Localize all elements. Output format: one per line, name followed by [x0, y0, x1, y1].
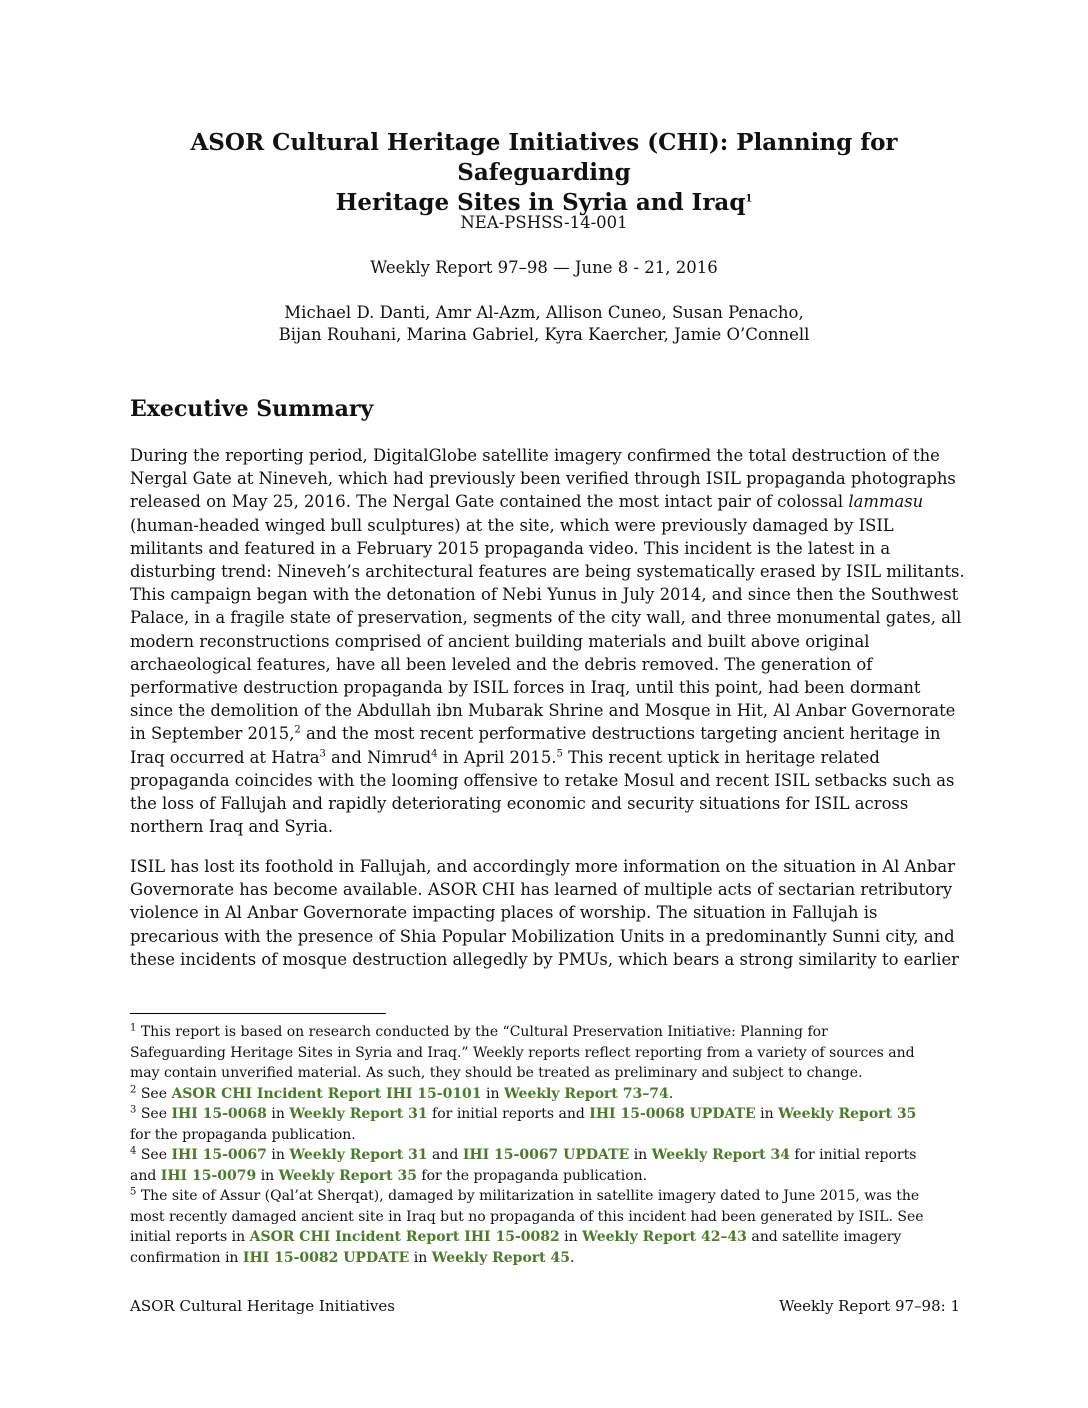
- incident-update-link[interactable]: IHI 15-0082 UPDATE: [242, 1249, 410, 1266]
- text-segment: in April 2015.: [437, 747, 557, 767]
- text-segment: and: [130, 1167, 161, 1184]
- incident-report-link[interactable]: ASOR CHI Incident Report IHI 15-0082: [249, 1229, 560, 1245]
- incident-link[interactable]: IHI 15-0068: [171, 1106, 267, 1122]
- text-segment: released on May 25, 2016. The Nergal Gate contained the most intact pair of colossal: [130, 492, 844, 512]
- footnote-5: [130, 1186, 960, 1207]
- title-line-2-text: Heritage Sites in Syria and Iraq: [335, 189, 746, 216]
- summary-paragraph-1: [130, 444, 965, 838]
- text-line: since the demolition of the Abdullah ibn Mubarak Shrine and Mosque in Hit, Al Anbar Governorate: [130, 701, 956, 721]
- text-line: [130, 722, 960, 745]
- document-title: [130, 128, 958, 218]
- text-segment: in September 2015,: [130, 724, 295, 744]
- text-segment: in: [755, 1106, 779, 1122]
- text-segment: for initial reports: [789, 1147, 917, 1163]
- footnote-mark: 4: [130, 1145, 137, 1157]
- text-line: This campaign began with the detonation of Nebi Yunus in July 2014, and since then the Southwest: [130, 585, 959, 605]
- footnote-ref[interactable]: 3: [319, 748, 326, 760]
- footnote-2: [130, 1084, 960, 1105]
- author-list: [130, 302, 958, 346]
- text-line: for the propaganda publication.: [130, 1126, 356, 1143]
- footnote-1: [130, 1022, 960, 1043]
- text-segment: in: [256, 1167, 279, 1184]
- text-segment: and: [427, 1147, 463, 1163]
- text-line: disturbing trend: Nineveh’s architectural features are being systematically erased by ISIL militants.: [130, 562, 965, 582]
- text-segment: This report is based on research conducted by the “Cultural Preservation Initiative: Planning for: [136, 1024, 828, 1040]
- weekly-report-link[interactable]: Weekly Report 42–43: [582, 1229, 747, 1245]
- incident-link[interactable]: IHI 15-0079: [160, 1167, 257, 1184]
- text-segment: in: [481, 1085, 504, 1102]
- text-line: [130, 490, 960, 513]
- text-segment: The site of Assur (Qal’at Sherqat), damaged by militarization in satellite imagery dated to June 2015, was the: [136, 1188, 920, 1204]
- footnote-mark: 2: [130, 1083, 137, 1095]
- footnote-ref[interactable]: 4: [431, 748, 438, 760]
- text-line: may contain unverified material. As such, they should be treated as preliminary and subject to change.: [130, 1065, 863, 1081]
- text-line: Nergal Gate at Nineveh, which had previously been verified through ISIL propaganda photographs: [130, 469, 956, 489]
- text-line: ISIL has lost its foothold in Fallujah, and accordingly more information on the situation in Al Anbar: [130, 857, 956, 876]
- text-line: archaeological features, have all been leveled and the debris removed. The generation of: [130, 654, 873, 674]
- weekly-report-link[interactable]: Weekly Report 34: [651, 1147, 790, 1163]
- text-line: propaganda coincides with the looming offensive to retake Mosul and recent ISIL setbacks such as: [130, 770, 955, 790]
- text-line: Governorate has become available. ASOR CHI has learned of multiple acts of sectarian retributory: [130, 880, 953, 900]
- text-segment: in: [559, 1229, 583, 1245]
- text-line: northern Iraq and Syria.: [130, 817, 334, 837]
- text-line: violence in Al Anbar Governorate impacting places of worship. The situation in Fallujah is: [130, 903, 878, 923]
- incident-link[interactable]: IHI 15-0067: [171, 1147, 267, 1163]
- text-line: precarious with the presence of Shia Popular Mobilization Units in a predominantly Sunni city, and: [130, 926, 955, 946]
- text-segment: See: [136, 1147, 172, 1163]
- text-line: [130, 1227, 960, 1248]
- text-segment: See: [136, 1085, 172, 1102]
- incident-report-link[interactable]: ASOR CHI Incident Report IHI 15-0101: [171, 1085, 482, 1102]
- section-heading: Executive Summary: [130, 396, 374, 422]
- text-line: During the reporting period, DigitalGlobe satellite imagery confirmed the total destruction of the: [130, 446, 940, 465]
- text-line: [130, 746, 960, 769]
- text-line: (human-headed winged bull sculptures) at the site, which were previously damaged by ISIL: [130, 515, 894, 535]
- weekly-report-link[interactable]: Weekly Report 45: [431, 1249, 570, 1266]
- text-line: Palace, in a fragile state of preservation, segments of the city wall, and three monumental gates, all: [130, 608, 962, 628]
- text-segment: for the propaganda publication.: [416, 1167, 648, 1184]
- text-line: most recently damaged ancient site in Iraq but no propaganda of this incident had been generated by ISIL. See: [130, 1208, 924, 1225]
- weekly-report-link[interactable]: Weekly Report 73–74: [503, 1085, 669, 1102]
- weekly-report-link[interactable]: Weekly Report 35: [278, 1167, 417, 1184]
- text-line: these incidents of mosque destruction allegedly by PMUs, which bears a strong similarity to earlier: [130, 949, 959, 969]
- text-segment: and the most recent performative destructions targeting ancient heritage in: [300, 724, 941, 744]
- footer-organization: ASOR Cultural Heritage Initiatives: [130, 1297, 395, 1315]
- text-line: the loss of Fallujah and rapidly deteriorating economic and security situations for ISIL across: [130, 794, 909, 814]
- text-segment: in: [629, 1147, 652, 1163]
- footnote-ref[interactable]: 2: [294, 724, 301, 736]
- text-segment: in: [409, 1249, 432, 1266]
- weekly-report-link[interactable]: Weekly Report 35: [778, 1106, 917, 1122]
- footnote-divider: [130, 1013, 386, 1014]
- text-segment: confirmation in: [130, 1249, 243, 1266]
- incident-update-link[interactable]: IHI 15-0067 UPDATE: [462, 1147, 630, 1163]
- text-line: militants and featured in a February 2015 propaganda video. This incident is the latest in a: [130, 538, 891, 558]
- text-line: Safeguarding Heritage Sites in Syria and Iraq.” Weekly reports reflect reporting from a variety of sources and: [130, 1044, 915, 1061]
- incident-update-link[interactable]: IHI 15-0068 UPDATE: [589, 1106, 756, 1122]
- footnote-4: [130, 1145, 960, 1166]
- footnote-mark: 3: [130, 1104, 137, 1116]
- text-segment: .: [668, 1085, 674, 1102]
- text-line: [130, 1248, 960, 1269]
- authors-line-1: Michael D. Danti, Amr Al-Azm, Allison Cuneo, Susan Penacho,: [284, 303, 804, 322]
- weekly-report-link[interactable]: Weekly Report 31: [289, 1106, 428, 1122]
- footnote-mark: 5: [130, 1186, 137, 1198]
- summary-paragraph-2: [130, 855, 960, 971]
- text-segment: in: [266, 1106, 290, 1122]
- text-segment: in: [266, 1147, 290, 1163]
- footer-page-label: Weekly Report 97–98: 1: [779, 1297, 960, 1315]
- text-segment: .: [570, 1249, 575, 1266]
- title-footnote-mark: 1: [745, 193, 753, 205]
- title-line-1: ASOR Cultural Heritage Initiatives (CHI): Planning for Safeguarding: [190, 129, 898, 186]
- grant-number: NEA-PSHSS-14-001: [460, 213, 628, 232]
- footnotes: [130, 1022, 960, 1268]
- text-line: [130, 1166, 960, 1187]
- footnote-3: [130, 1104, 960, 1125]
- text-segment: and satellite imagery: [746, 1229, 902, 1245]
- text-segment: for initial reports and: [427, 1106, 590, 1122]
- italic-term: lammasu: [848, 492, 924, 512]
- weekly-report-link[interactable]: Weekly Report 31: [289, 1147, 428, 1163]
- footnote-ref[interactable]: 5: [556, 748, 563, 760]
- text-segment: initial reports in: [130, 1229, 250, 1245]
- text-segment: Iraq occurred at Hatra: [130, 747, 320, 767]
- authors-line-2: Bijan Rouhani, Marina Gabriel, Kyra Kaercher, Jamie O’Connell: [278, 325, 810, 344]
- text-line: performative destruction propaganda by ISIL forces in Iraq, until this point, had been dormant: [130, 678, 921, 698]
- text-line: modern reconstructions comprised of ancient building materials and built above original: [130, 631, 870, 651]
- text-segment: This recent uptick in heritage related: [562, 747, 880, 767]
- report-period: Weekly Report 97–98 — June 8 - 21, 2016: [370, 258, 718, 277]
- text-segment: See: [136, 1106, 172, 1122]
- text-segment: and Nimrud: [325, 747, 432, 767]
- footnote-mark: 1: [130, 1022, 137, 1034]
